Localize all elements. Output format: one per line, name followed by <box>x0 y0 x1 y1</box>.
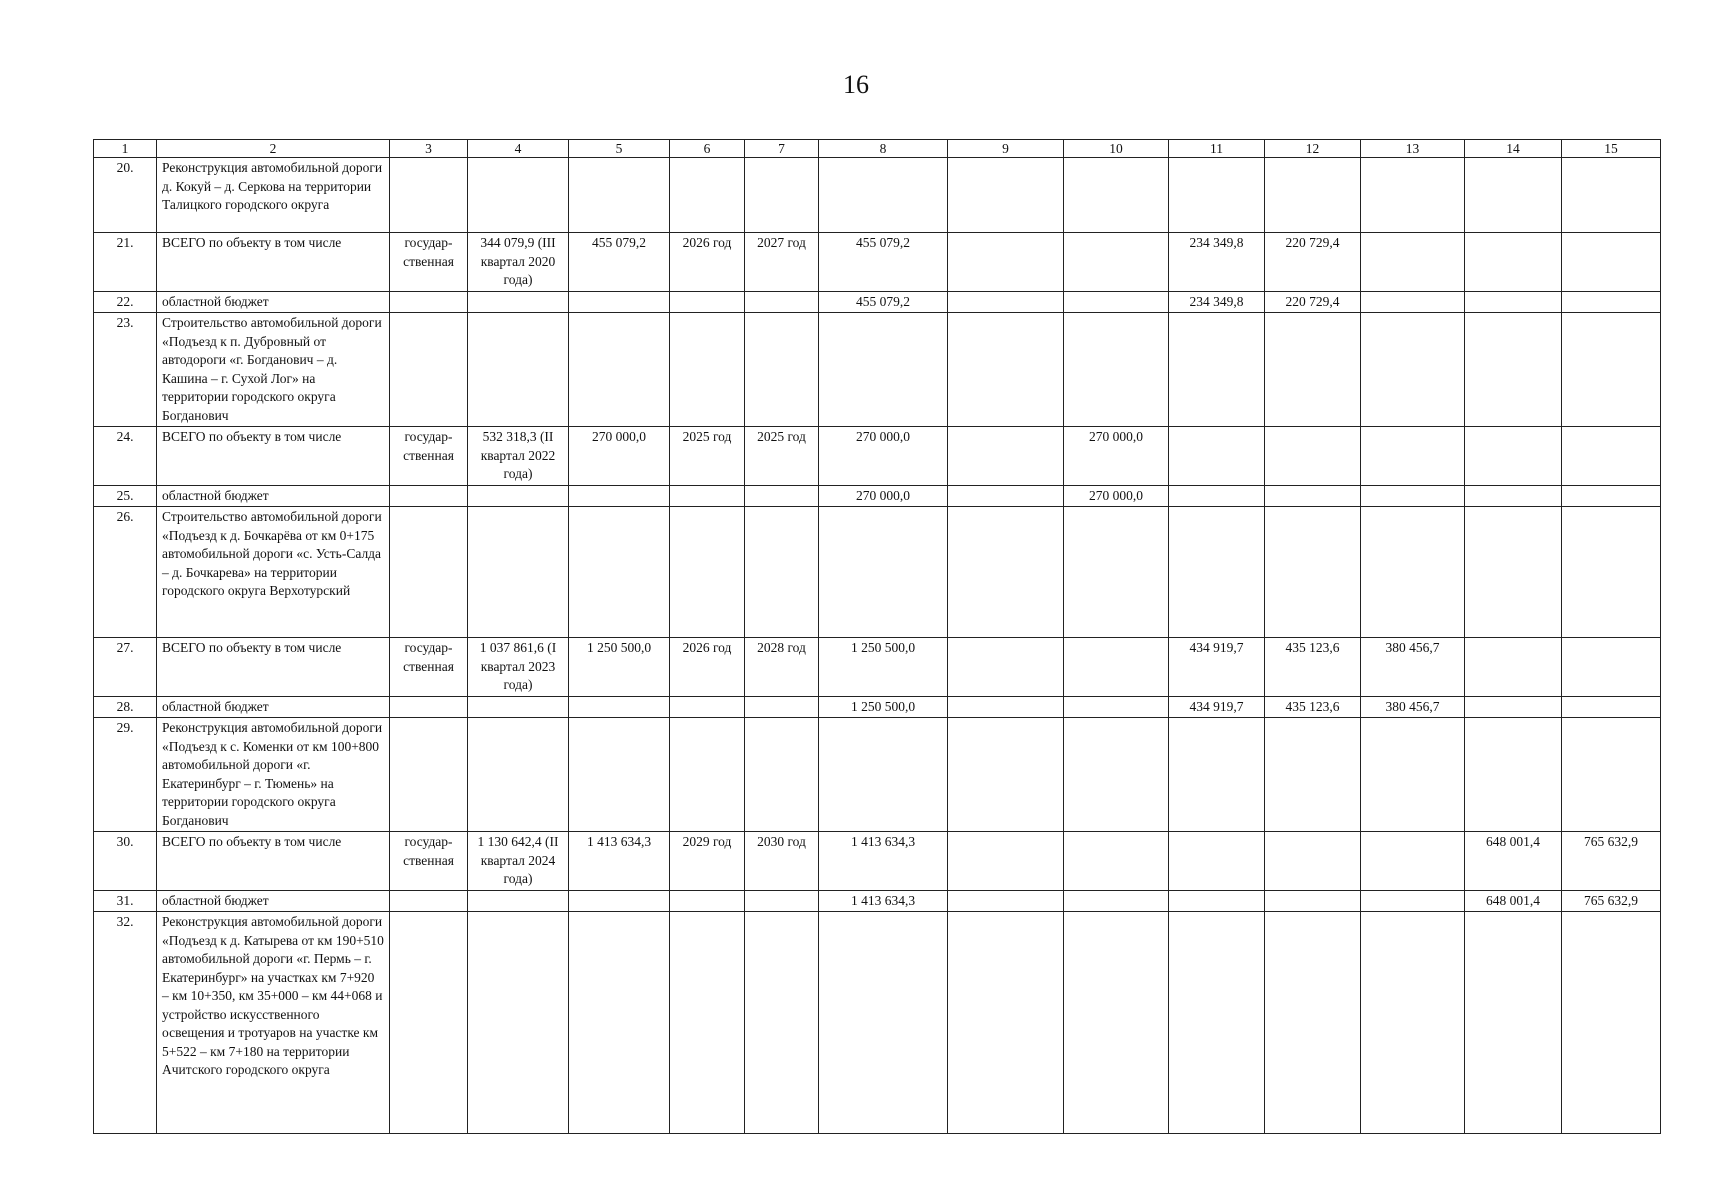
row-number: 30. <box>94 832 157 891</box>
col12-cell <box>1265 158 1361 233</box>
start-year-cell: 2026 год <box>670 233 745 292</box>
row-number: 28. <box>94 696 157 718</box>
cost-cell: 455 079,2 <box>569 233 670 292</box>
col13-cell <box>1361 291 1465 313</box>
col12-cell <box>1265 890 1361 912</box>
col15-cell <box>1562 696 1661 718</box>
col14-cell <box>1465 912 1562 1134</box>
row-name: Реконструкция автомобильной дороги д. Кокуй – д. Серкова на территории Талицкого городского округа <box>157 158 390 233</box>
cost-cell: 1 413 634,3 <box>569 832 670 891</box>
estimate-cell <box>468 912 569 1134</box>
end-year-cell: 2030 год <box>745 832 819 891</box>
col15-cell <box>1562 427 1661 486</box>
row-number: 20. <box>94 158 157 233</box>
table-row <box>94 696 1661 718</box>
col13-cell <box>1361 890 1465 912</box>
row-number: 24. <box>94 427 157 486</box>
estimate-cell: 1 130 642,4 (II квартал 2024 года) <box>468 832 569 891</box>
col10-cell <box>1064 912 1169 1134</box>
col15-cell <box>1562 291 1661 313</box>
start-year-cell <box>670 485 745 507</box>
table-row <box>94 638 1661 697</box>
table-row <box>94 718 1661 832</box>
col14-cell <box>1465 485 1562 507</box>
col15-cell <box>1562 507 1661 638</box>
column-number: 13 <box>1361 140 1465 158</box>
col10-cell <box>1064 718 1169 832</box>
col14-cell <box>1465 158 1562 233</box>
col9-cell <box>948 890 1064 912</box>
col9-cell <box>948 696 1064 718</box>
row-number: 29. <box>94 718 157 832</box>
end-year-cell <box>745 485 819 507</box>
estimate-cell <box>468 890 569 912</box>
col10-cell <box>1064 507 1169 638</box>
row-number: 22. <box>94 291 157 313</box>
row-number: 21. <box>94 233 157 292</box>
total-cell: 1 413 634,3 <box>819 890 948 912</box>
col14-cell <box>1465 696 1562 718</box>
cost-cell <box>569 890 670 912</box>
col10-cell: 270 000,0 <box>1064 427 1169 486</box>
col10-cell <box>1064 233 1169 292</box>
col12-cell: 435 123,6 <box>1265 696 1361 718</box>
total-cell <box>819 718 948 832</box>
col12-cell: 435 123,6 <box>1265 638 1361 697</box>
cost-cell <box>569 313 670 427</box>
row-number: 26. <box>94 507 157 638</box>
col14-cell: 648 001,4 <box>1465 832 1562 891</box>
col15-cell <box>1562 485 1661 507</box>
col13-cell <box>1361 485 1465 507</box>
estimate-cell <box>468 158 569 233</box>
table-row <box>94 233 1661 292</box>
col15-cell <box>1562 638 1661 697</box>
col10-cell: 270 000,0 <box>1064 485 1169 507</box>
column-number: 11 <box>1169 140 1265 158</box>
end-year-cell <box>745 158 819 233</box>
start-year-cell: 2025 год <box>670 427 745 486</box>
total-cell <box>819 507 948 638</box>
ownership-cell <box>390 890 468 912</box>
table-row <box>94 313 1661 427</box>
col15-cell <box>1562 233 1661 292</box>
col11-cell: 434 919,7 <box>1169 696 1265 718</box>
col13-cell <box>1361 718 1465 832</box>
col14-cell <box>1465 313 1562 427</box>
start-year-cell <box>670 507 745 638</box>
cost-cell <box>569 485 670 507</box>
column-number: 4 <box>468 140 569 158</box>
total-cell: 270 000,0 <box>819 485 948 507</box>
row-name: Строительство автомобильной дороги «Подъезд к д. Бочкарёва от км 0+175 автомобильной дороги «с. Усть-Салда – д. Бочкарева» на территории городского округа Верхотурский <box>157 507 390 638</box>
column-number: 7 <box>745 140 819 158</box>
row-name: областной бюджет <box>157 696 390 718</box>
page-number: 16 <box>843 70 869 99</box>
col13-cell: 380 456,7 <box>1361 696 1465 718</box>
estimate-cell <box>468 485 569 507</box>
col10-cell <box>1064 158 1169 233</box>
estimate-cell: 532 318,3 (II квартал 2022 года) <box>468 427 569 486</box>
col14-cell <box>1465 718 1562 832</box>
start-year-cell <box>670 291 745 313</box>
table-row <box>94 158 1661 233</box>
col11-cell <box>1169 718 1265 832</box>
col12-cell <box>1265 832 1361 891</box>
col9-cell <box>948 291 1064 313</box>
total-cell <box>819 313 948 427</box>
col9-cell <box>948 718 1064 832</box>
col12-cell: 220 729,4 <box>1265 291 1361 313</box>
table-row <box>94 507 1661 638</box>
col15-cell: 765 632,9 <box>1562 832 1661 891</box>
col11-cell <box>1169 912 1265 1134</box>
col9-cell <box>948 912 1064 1134</box>
end-year-cell: 2025 год <box>745 427 819 486</box>
column-number: 5 <box>569 140 670 158</box>
col14-cell <box>1465 427 1562 486</box>
estimate-cell <box>468 291 569 313</box>
col11-cell <box>1169 313 1265 427</box>
ownership-cell <box>390 912 468 1134</box>
row-name: ВСЕГО по объекту в том числе <box>157 427 390 486</box>
header-row <box>94 140 1661 158</box>
cost-cell <box>569 291 670 313</box>
cost-cell <box>569 158 670 233</box>
col13-cell <box>1361 832 1465 891</box>
column-number: 8 <box>819 140 948 158</box>
col10-cell <box>1064 313 1169 427</box>
total-cell <box>819 912 948 1134</box>
cost-cell: 1 250 500,0 <box>569 638 670 697</box>
ownership-cell <box>390 313 468 427</box>
col9-cell <box>948 158 1064 233</box>
col11-cell <box>1169 485 1265 507</box>
col12-cell <box>1265 427 1361 486</box>
col15-cell: 765 632,9 <box>1562 890 1661 912</box>
estimate-cell <box>468 507 569 638</box>
col11-cell <box>1169 427 1265 486</box>
col10-cell <box>1064 638 1169 697</box>
row-name: ВСЕГО по объекту в том числе <box>157 638 390 697</box>
row-name: областной бюджет <box>157 890 390 912</box>
end-year-cell: 2027 год <box>745 233 819 292</box>
end-year-cell: 2028 год <box>745 638 819 697</box>
ownership-cell <box>390 291 468 313</box>
col11-cell: 234 349,8 <box>1169 291 1265 313</box>
end-year-cell <box>745 718 819 832</box>
row-name: областной бюджет <box>157 291 390 313</box>
column-number: 3 <box>390 140 468 158</box>
col15-cell <box>1562 718 1661 832</box>
col12-cell <box>1265 485 1361 507</box>
total-cell: 270 000,0 <box>819 427 948 486</box>
col9-cell <box>948 832 1064 891</box>
col14-cell: 648 001,4 <box>1465 890 1562 912</box>
col10-cell <box>1064 696 1169 718</box>
ownership-cell: государ- ственная <box>390 638 468 697</box>
table-row <box>94 427 1661 486</box>
total-cell: 1 250 500,0 <box>819 638 948 697</box>
row-name: Реконструкция автомобильной дороги «Подъезд к с. Коменки от км 100+800 автомобильной дороги «г. Екатеринбург – г. Тюмень» на территории городского округа Богданович <box>157 718 390 832</box>
col12-cell <box>1265 507 1361 638</box>
col11-cell: 234 349,8 <box>1169 233 1265 292</box>
investment-table <box>93 139 1661 1134</box>
col11-cell: 434 919,7 <box>1169 638 1265 697</box>
cost-cell <box>569 507 670 638</box>
row-number: 25. <box>94 485 157 507</box>
table-row <box>94 485 1661 507</box>
estimate-cell: 1 037 861,6 (I квартал 2023 года) <box>468 638 569 697</box>
col13-cell <box>1361 427 1465 486</box>
total-cell: 455 079,2 <box>819 291 948 313</box>
start-year-cell <box>670 718 745 832</box>
col12-cell <box>1265 912 1361 1134</box>
end-year-cell <box>745 696 819 718</box>
col9-cell <box>948 313 1064 427</box>
col15-cell <box>1562 313 1661 427</box>
start-year-cell <box>670 912 745 1134</box>
col12-cell: 220 729,4 <box>1265 233 1361 292</box>
estimate-cell: 344 079,9 (III квартал 2020 года) <box>468 233 569 292</box>
table-row <box>94 912 1661 1134</box>
ownership-cell <box>390 507 468 638</box>
ownership-cell: государ- ственная <box>390 427 468 486</box>
col13-cell: 380 456,7 <box>1361 638 1465 697</box>
col13-cell <box>1361 507 1465 638</box>
total-cell: 455 079,2 <box>819 233 948 292</box>
row-name: областной бюджет <box>157 485 390 507</box>
row-name: Строительство автомобильной дороги «Подъезд к п. Дубровный от автодороги «г. Богданович – д. Кашина – г. Сухой Лог» на территории городского округа Богданович <box>157 313 390 427</box>
start-year-cell: 2029 год <box>670 832 745 891</box>
col10-cell <box>1064 890 1169 912</box>
row-name: Реконструкция автомобильной дороги «Подъезд к д. Катырева от км 190+510 автомобильной дороги «г. Пермь – г. Екатеринбург» на участках км 7+920 – км 10+350, км 35+000 – км 44+068 и устройство искусственного освещения и тротуаров на участке км 5+522 – км 7+180 на территории Ачитского городского округа <box>157 912 390 1134</box>
row-number: 32. <box>94 912 157 1134</box>
col10-cell <box>1064 291 1169 313</box>
column-number: 14 <box>1465 140 1562 158</box>
col11-cell <box>1169 890 1265 912</box>
column-number: 6 <box>670 140 745 158</box>
total-cell: 1 250 500,0 <box>819 696 948 718</box>
table-row <box>94 832 1661 891</box>
cost-cell <box>569 696 670 718</box>
estimate-cell <box>468 718 569 832</box>
ownership-cell: государ- ственная <box>390 233 468 292</box>
column-number: 2 <box>157 140 390 158</box>
column-number: 12 <box>1265 140 1361 158</box>
total-cell: 1 413 634,3 <box>819 832 948 891</box>
ownership-cell <box>390 158 468 233</box>
row-number: 31. <box>94 890 157 912</box>
col15-cell <box>1562 912 1661 1134</box>
col14-cell <box>1465 638 1562 697</box>
col9-cell <box>948 507 1064 638</box>
col9-cell <box>948 638 1064 697</box>
column-number: 10 <box>1064 140 1169 158</box>
col12-cell <box>1265 718 1361 832</box>
col10-cell <box>1064 832 1169 891</box>
row-number: 27. <box>94 638 157 697</box>
cost-cell: 270 000,0 <box>569 427 670 486</box>
col13-cell <box>1361 158 1465 233</box>
row-name: ВСЕГО по объекту в том числе <box>157 832 390 891</box>
estimate-cell <box>468 313 569 427</box>
start-year-cell <box>670 158 745 233</box>
ownership-cell <box>390 485 468 507</box>
table-row <box>94 291 1661 313</box>
end-year-cell <box>745 912 819 1134</box>
col13-cell <box>1361 912 1465 1134</box>
col9-cell <box>948 427 1064 486</box>
start-year-cell <box>670 890 745 912</box>
col12-cell <box>1265 313 1361 427</box>
ownership-cell <box>390 696 468 718</box>
col15-cell <box>1562 158 1661 233</box>
col11-cell <box>1169 158 1265 233</box>
col9-cell <box>948 233 1064 292</box>
table-row <box>94 890 1661 912</box>
row-number: 23. <box>94 313 157 427</box>
col14-cell <box>1465 507 1562 638</box>
end-year-cell <box>745 890 819 912</box>
end-year-cell <box>745 313 819 427</box>
start-year-cell <box>670 696 745 718</box>
col13-cell <box>1361 313 1465 427</box>
start-year-cell <box>670 313 745 427</box>
col9-cell <box>948 485 1064 507</box>
col13-cell <box>1361 233 1465 292</box>
start-year-cell: 2026 год <box>670 638 745 697</box>
col11-cell <box>1169 507 1265 638</box>
end-year-cell <box>745 291 819 313</box>
col14-cell <box>1465 233 1562 292</box>
cost-cell <box>569 912 670 1134</box>
ownership-cell <box>390 718 468 832</box>
estimate-cell <box>468 696 569 718</box>
column-number: 1 <box>94 140 157 158</box>
col11-cell <box>1169 832 1265 891</box>
row-name: ВСЕГО по объекту в том числе <box>157 233 390 292</box>
column-number: 9 <box>948 140 1064 158</box>
end-year-cell <box>745 507 819 638</box>
total-cell <box>819 158 948 233</box>
column-number: 15 <box>1562 140 1661 158</box>
col14-cell <box>1465 291 1562 313</box>
ownership-cell: государ- ственная <box>390 832 468 891</box>
cost-cell <box>569 718 670 832</box>
